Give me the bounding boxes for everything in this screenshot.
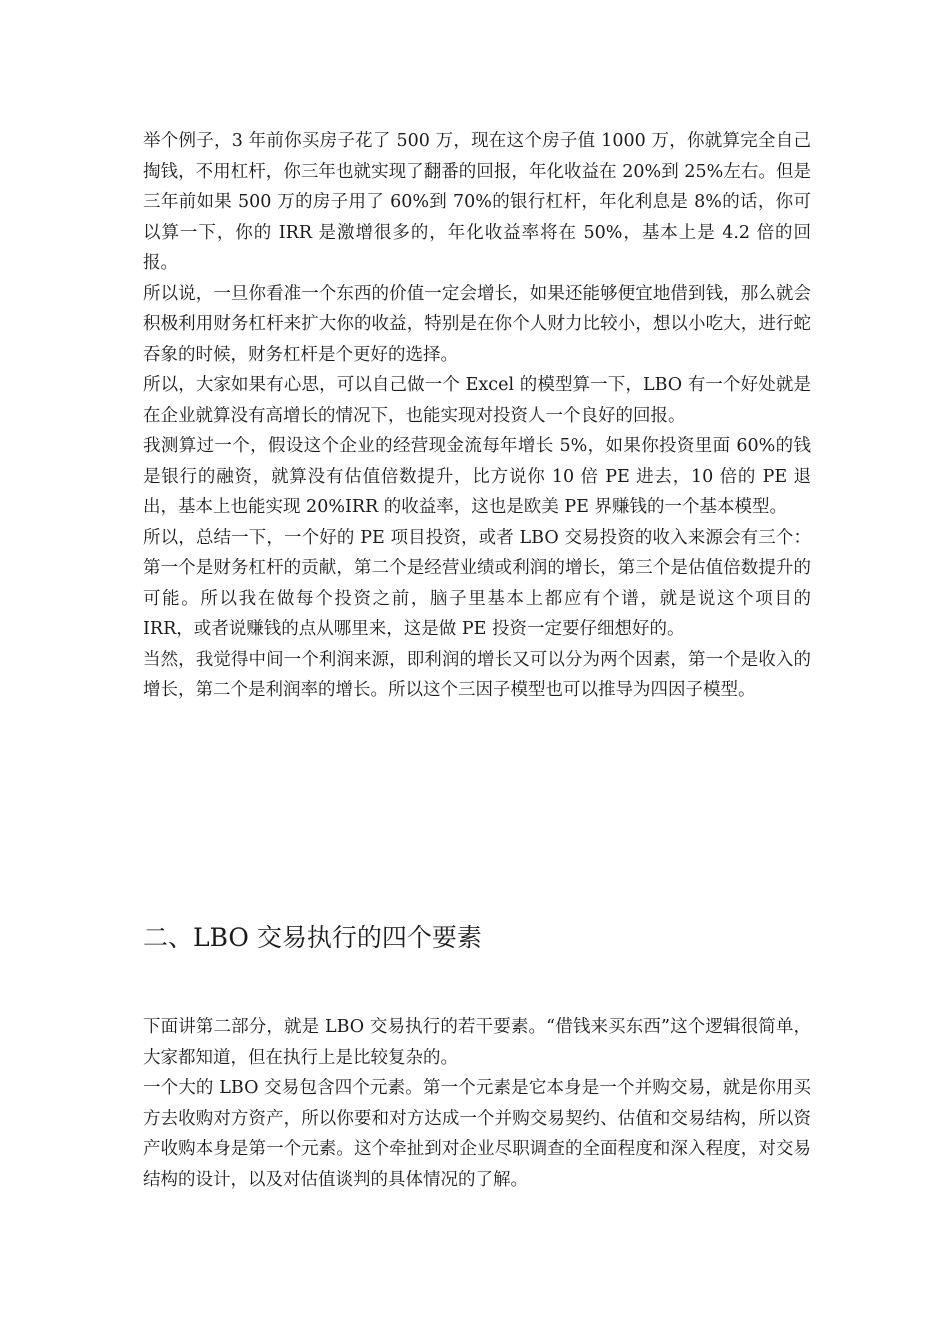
paragraph-four-elements: 一个大的 LBO 交易包含四个元素。第一个元素是它本身是一个并购交易，就是你用买方去收购对方资产，所以你要和对方达成一个并购交易契约、估值和交易结构，所以资产收购本身是第一个元素。这个牵扯到对企业尽职调查的全面程度和深入程度，对交易结构的设计，以及对估值谈判的具体情况的了解。	[143, 1078, 811, 1190]
paragraph-leverage-example: 举个例子，3 年前你买房子花了 500 万，现在这个房子值 1000 万，你就算完全自己掏钱，不用杠杆，你三年也就实现了翻番的回报，年化收益在 20%到 25%左右。但是三年前如果 500 万的房子用了 60%到 70%的银行杠杆，年化利息是 8%的话，你可以算一下，你的 IRR 是激增很多的，年化收益率将在 50%，基本上是 4.2 倍的回报。	[143, 131, 811, 273]
paragraph-calculation: 我测算过一个，假设这个企业的经营现金流每年增长 5%，如果你投资里面 60%的钱是银行的融资，就算没有估值倍数提升，比方说你 10 倍 PE 进去，10 倍的 PE 退出，基本上也能实现 20%IRR 的收益率，这也是欧美 PE 界赚钱的一个基本模型。	[143, 436, 811, 517]
section-heading: 二、LBO 交易执行的四个要素	[143, 923, 482, 952]
paragraph-leverage-benefit: 所以说，一旦你看准一个东西的价值一定会增长，如果还能够便宜地借到钱，那么就会积极利用财务杠杆来扩大你的收益，特别是在你个人财力比较小，想以小吃大，进行蛇吞象的时候，财务杠杆是个更好的选择。	[143, 283, 811, 365]
paragraph-part-two-intro: 下面讲第二部分，就是 LBO 交易执行的若干要素。“借钱来买东西”这个逻辑很简单，大家都知道，但在执行上是比较复杂的。	[143, 1017, 811, 1068]
paragraph-summary: 所以，总结一下，一个好的 PE 项目投资，或者 LBO 交易投资的收入来源会有三个：第一个是财务杠杆的贡献，第二个是经营业绩或利润的增长，第三个是估值倍数提升的可能。所以我在做每个投资之前，脑子里基本上都应有个谱，就是说这个项目的 IRR，或者说赚钱的点从哪里来，这是做 PE 投资一定要仔细想好的。	[143, 527, 811, 639]
paragraph-four-factor-model: 当然，我觉得中间一个利润来源，即利润的增长又可以分为两个因素，第一个是收入的增长，第二个是利润率的增长。所以这个三因子模型也可以推导为四因子模型。	[143, 649, 811, 700]
body-text-before-heading	[143, 126, 811, 706]
paragraph-excel-model: 所以，大家如果有心思，可以自己做一个 Excel 的模型算一下，LBO 有一个好处就是在企业就算没有高增长的情况下，也能实现对投资人一个良好的回报。	[143, 375, 811, 426]
body-text-after-heading	[143, 1012, 811, 1195]
